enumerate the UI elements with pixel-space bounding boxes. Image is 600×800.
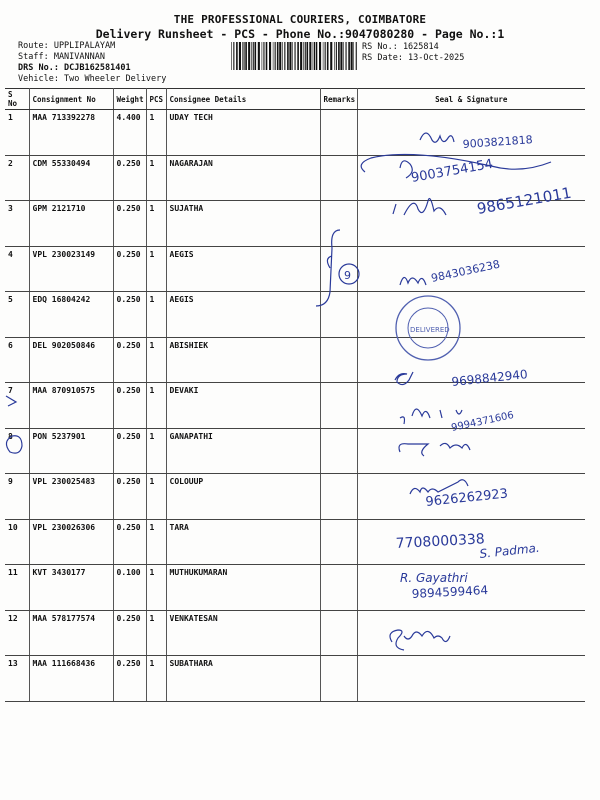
col-header-pcs: PCS [146,89,166,110]
table-row [5,383,585,429]
cell-pcs: 1 [146,428,166,474]
cell-signature [357,610,585,656]
table-row [5,201,585,247]
cell-sno: 2 [5,155,29,201]
col-header-sno: S No [5,89,29,110]
cell-signature [357,110,585,156]
barcode-bar [323,42,324,70]
table-row [5,519,585,565]
cell-remarks [320,565,357,611]
company-title: THE PROFESSIONAL COURIERS, COIMBATORE [173,13,427,26]
cell-signature [357,474,585,520]
barcode-bar [263,42,264,70]
cell-pcs: 1 [146,201,166,247]
cell-remarks [320,656,357,702]
cell-consignee: GANAPATHI [166,428,320,474]
cell-weight: 0.250 [113,383,146,429]
barcode-bar [327,42,329,70]
barcode-bar [262,42,263,70]
cell-remarks [320,474,357,520]
barcode-bar [309,42,311,70]
cell-pcs: 1 [146,110,166,156]
cell-sno: 9 [5,474,29,520]
runsheet-subtitle: Delivery Runsheet - PCS - Phone No.:9047080280 - Page No.:1 [95,27,505,41]
cell-consignment: VPL 230023149 [29,246,113,292]
cell-consignment: KVT 3430177 [29,565,113,611]
table-row [5,292,585,338]
barcode-bar [343,42,344,70]
cell-consignee: AEGIS [166,292,320,338]
rs-block [362,42,464,64]
cell-consignee: UDAY TECH [166,110,320,156]
cell-sno: 7 [5,383,29,429]
cell-consignee: AEGIS [166,246,320,292]
cell-consignee: MUTHUKUMARAN [166,565,320,611]
barcode-bar [348,42,350,70]
barcode-bar [295,42,296,70]
phone-row11: 7708000338 [395,531,486,552]
cell-pcs: 1 [146,246,166,292]
vehicle-label: Vehicle: Two Wheeler Delivery [18,74,167,84]
barcode-bar [313,42,314,70]
cell-pcs: 1 [146,519,166,565]
cell-sno: 8 [5,428,29,474]
cell-weight: 0.250 [113,428,146,474]
phone-row1: 9003821818 [462,133,534,151]
cell-consignee: SUBATHARA [166,656,320,702]
cell-signature [357,155,585,201]
cell-signature [357,337,585,383]
barcode-bar [351,42,353,70]
barcode [231,42,358,70]
barcode-bar [307,42,309,70]
barcode-bar [269,42,271,70]
cell-remarks [320,610,357,656]
barcode-bar [242,42,243,70]
cell-consignee: VENKATESAN [166,610,320,656]
cell-signature [357,246,585,292]
barcode-bar [258,42,260,70]
cell-signature [357,201,585,247]
col-header-consignee: Consignee Details [166,89,320,110]
cell-consignment: MAA 578177574 [29,610,113,656]
cell-remarks [320,246,357,292]
phone-row10: 9626262923 [424,486,509,510]
col-header-weight: Weight [113,89,146,110]
barcode-bar [325,42,326,70]
table-row [5,656,585,702]
barcode-bar [279,42,281,70]
barcode-bar [289,42,291,70]
barcode-bar [248,42,250,70]
barcode-bar [300,42,302,70]
cell-signature [357,565,585,611]
cell-sno: 3 [5,201,29,247]
cell-signature [357,519,585,565]
table-row [5,565,585,611]
col-header-consignment: Consignment No [29,89,113,110]
cell-consignment: MAA 870910575 [29,383,113,429]
table-header-row [5,89,585,110]
cell-consignment: EDQ 16804242 [29,292,113,338]
cell-consignment: VPL 230026306 [29,519,113,565]
phone-row5: 9843036238 [429,257,502,285]
barcode-bar [251,42,252,70]
cell-pcs: 1 [146,565,166,611]
phone-row7: 9698842940 [450,367,529,389]
barcode-bar [287,42,289,70]
table-row [5,428,585,474]
cell-weight: 0.250 [113,155,146,201]
phone-row2: 9003754154 [410,156,495,186]
table-row [5,246,585,292]
cell-sno: 12 [5,610,29,656]
cell-sno: 6 [5,337,29,383]
cell-consignment: PON 5237901 [29,428,113,474]
table-row [5,155,585,201]
barcode-bar [275,42,276,70]
cell-weight: 0.250 [113,246,146,292]
cell-remarks [320,155,357,201]
cell-sno: 13 [5,656,29,702]
remark-circle-mark: 9 [344,269,351,282]
cell-consignment: MAA 111668436 [29,656,113,702]
barcode-bar [245,42,247,70]
table-row [5,337,585,383]
cell-sno: 5 [5,292,29,338]
cell-weight: 0.100 [113,565,146,611]
cell-signature [357,428,585,474]
barcode-bar [305,42,306,70]
barcode-bar [316,42,318,70]
barcode-bar [292,42,293,70]
barcode-bar [233,42,234,70]
cell-remarks [320,337,357,383]
barcode-bar [266,42,268,70]
barcode-bar [336,42,337,70]
cell-weight: 0.250 [113,610,146,656]
route-label: Route: UPPLIPALAYAM [18,41,116,51]
cell-signature [357,292,585,338]
cell-remarks [320,383,357,429]
cell-pcs: 1 [146,383,166,429]
name-row12: R. Gayathri [400,571,468,585]
barcode-bar [273,42,274,70]
cell-remarks [320,519,357,565]
barcode-bar [303,42,304,70]
barcode-bar [255,42,257,70]
barcode-bar [319,42,321,70]
barcode-bar [253,42,254,70]
cell-consignee: ABISHIEK [166,337,320,383]
barcode-bar [236,42,238,70]
table-row [5,110,585,156]
barcode-bar [231,42,232,70]
cell-sno: 1 [5,110,29,156]
rs-date: RS Date: 13-Oct-2025 [362,53,465,63]
cell-weight: 0.250 [113,292,146,338]
cell-weight: 0.250 [113,201,146,247]
cell-consignment: GPM 2121710 [29,201,113,247]
cell-consignment: CDM 55330494 [29,155,113,201]
phone-row12: 9894599464 [411,583,489,601]
table-row [5,474,585,520]
cell-remarks [320,428,357,474]
barcode-bar [282,42,283,70]
cell-pcs: 1 [146,292,166,338]
phone-row3: 9865121011 [475,183,573,218]
cell-remarks [320,292,357,338]
barcode-bar [330,42,332,70]
barcode-bar [244,42,245,70]
cell-pcs: 1 [146,656,166,702]
table-row [5,610,585,656]
rs-number: RS No.: 1625814 [362,42,439,52]
cell-remarks [320,110,357,156]
name-row11: S. Padma. [478,540,541,561]
cell-pcs: 1 [146,155,166,201]
cell-sno: 4 [5,246,29,292]
barcode-bar [277,42,279,70]
cell-pcs: 1 [146,337,166,383]
cell-weight: 0.250 [113,337,146,383]
cell-consignment: VPL 230025483 [29,474,113,520]
cell-consignee: SUJATHA [166,201,320,247]
cell-weight: 0.250 [113,519,146,565]
cell-sno: 10 [5,519,29,565]
cell-weight: 0.250 [113,474,146,520]
staff-label: Staff: MANIVANNAN [18,52,105,62]
runsheet-table [5,88,585,702]
drs-number: DRS No.: DCJB162581401 [18,63,131,73]
barcode-bar [239,42,241,70]
barcode-bar [284,42,285,70]
barcode-bar [356,42,357,70]
cell-consignment: DEL 902050846 [29,337,113,383]
barcode-bar [297,42,299,70]
cell-sno: 11 [5,565,29,611]
cell-signature [357,656,585,702]
barcode-bar [314,42,315,70]
stamp-text: DELIVERED [410,326,450,334]
cell-consignee: COLOUUP [166,474,320,520]
cell-pcs: 1 [146,474,166,520]
cell-pcs: 1 [146,610,166,656]
cell-signature [357,383,585,429]
col-header-signature: Seal & Signature [357,89,585,110]
cell-consignee: NAGARAJAN [166,155,320,201]
barcode-bar [334,42,335,70]
cell-weight: 0.250 [113,656,146,702]
cell-consignee: DEVAKI [166,383,320,429]
barcode-bar [346,42,347,70]
barcode-bar [338,42,340,70]
cell-weight: 4.400 [113,110,146,156]
barcode-bar [340,42,342,70]
phone-row8: 9994371606 [450,409,515,434]
cell-consignment: MAA 713392278 [29,110,113,156]
cell-consignee: TARA [166,519,320,565]
col-header-remarks: Remarks [320,89,357,110]
barcode-bar [353,42,354,70]
cell-remarks [320,201,357,247]
